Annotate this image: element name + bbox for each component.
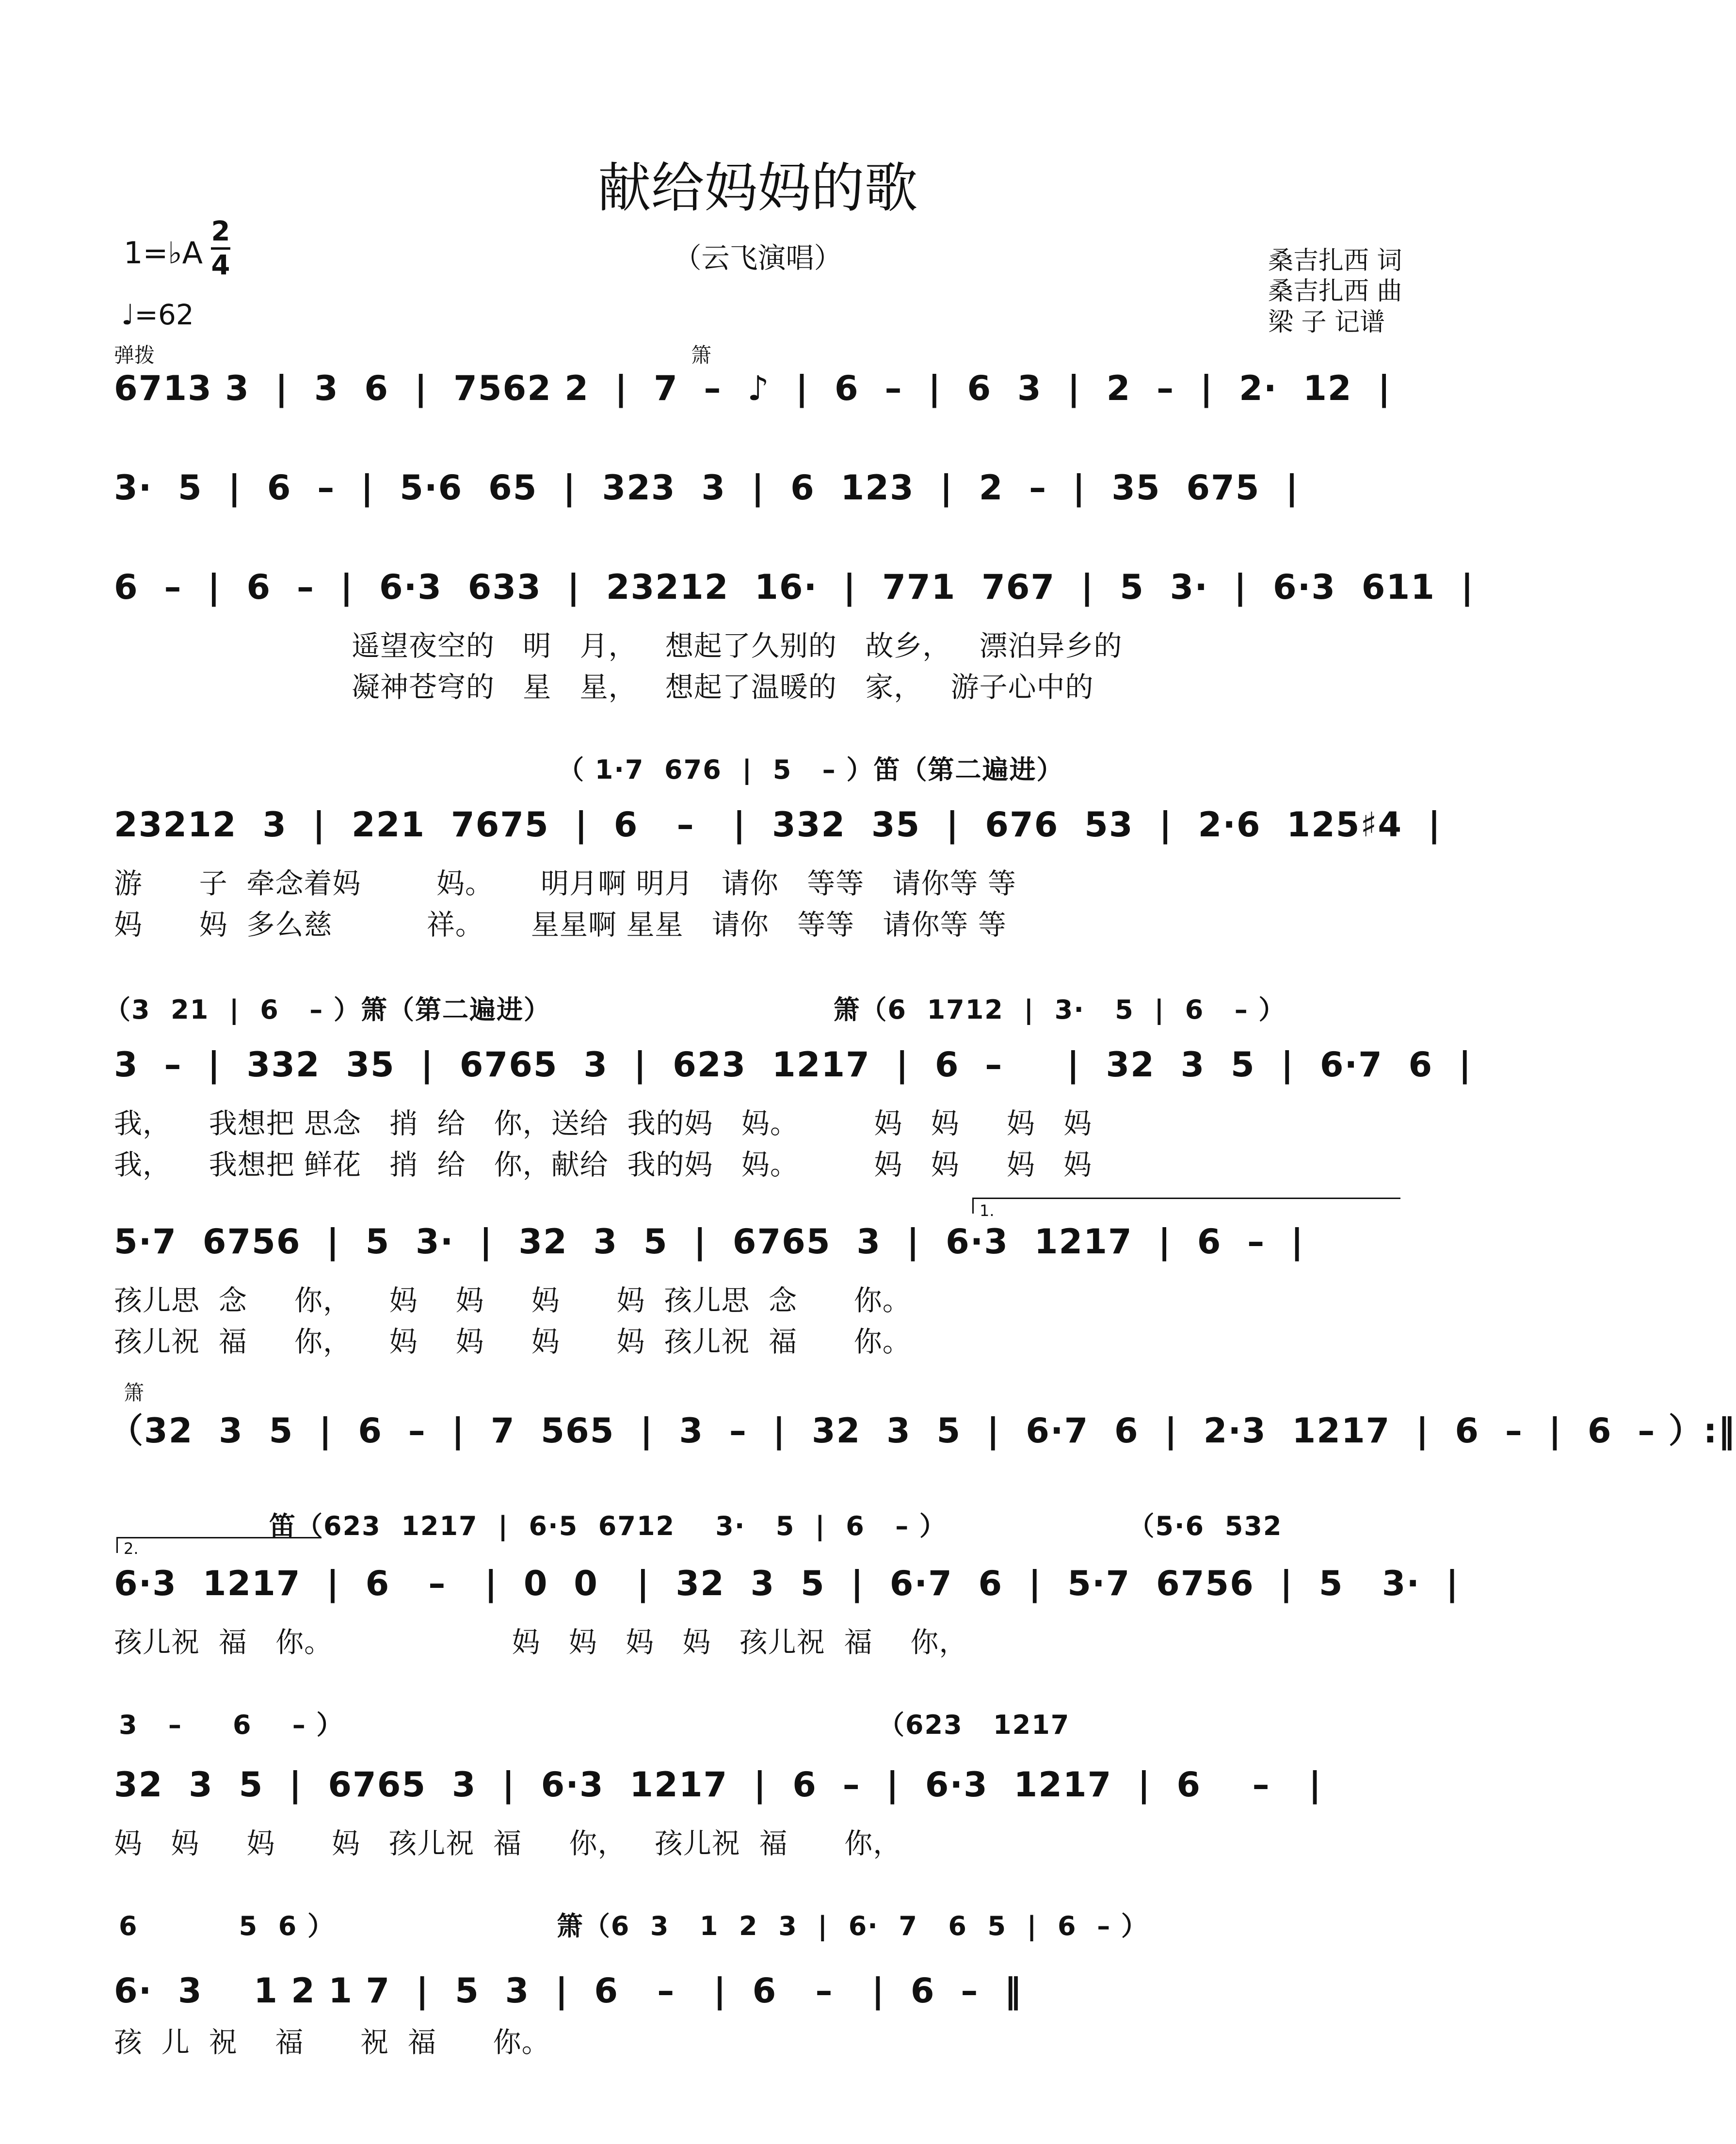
score-line-10: 6· 3 1 2 1 7 | 5 3 | 6 – | 6 – | 6 – ‖ <box>114 1971 1023 2011</box>
time-signature-bottom: 4 <box>211 250 230 281</box>
key-signature: 1=♭A <box>124 235 203 271</box>
score-line-1: 6713 3 | 3 6 | 7562 2 | 7 – ♪ | 6 – | 6 3 | 2 – | 2· 12 | <box>114 368 1391 408</box>
xiao-label: 箫 <box>691 343 712 367</box>
time-signature-top: 2 <box>211 216 230 247</box>
intro-line-9: 3 – 6 – ） （623 1217 <box>119 1710 1070 1740</box>
lyrics-line-4-verse-2: 妈 妈 多么慈 祥。 星星啊 星星 请你 等等 请你等 等 <box>114 908 1007 941</box>
composer-credit: 桑吉扎西 曲 <box>1268 277 1402 306</box>
lyrics-line-5-verse-2: 我， 我想把 鲜花 捎 给 你，献给 我的妈 妈。 妈 妈 妈 妈 <box>114 1148 1093 1181</box>
score-line-8: 6·3 1217 | 6 – | 0 0 | 32 3 5 | 6·7 6 | 5·7 6756 | 5 3· | <box>114 1564 1460 1603</box>
lyrics-line-8: 孩儿祝 福 你。 妈 妈 妈 妈 孩儿祝 福 你， <box>114 1626 968 1659</box>
lyricist-credit: 桑吉扎西 词 <box>1268 246 1402 275</box>
lyrics-line-3-verse-1: 遥望夜空的 明 月， 想起了久别的 故乡， 漂泊异乡的 <box>352 629 1123 662</box>
score-line-3: 6 – | 6 – | 6·3 633 | 23212 16· | 771 767 | 5 3· | 6·3 611 | <box>114 567 1475 607</box>
score-line-7: （32 3 5 | 6 – | 7 565 | 3 – | 32 3 5 | 6·7 6 | 2·3 1217 | 6 – | 6 – ）:‖ <box>109 1411 1736 1451</box>
score-line-9: 32 3 5 | 6765 3 | 6·3 1217 | 6 – | 6·3 1217 | 6 – | <box>114 1765 1322 1805</box>
score-line-4: 23212 3 | 221 7675 | 6 – | 332 35 | 676 53 | 2·6 125♯4 | <box>114 805 1442 845</box>
lyrics-line-3-verse-2: 凝神苍穹的 星 星， 想起了温暖的 家， 游子心中的 <box>352 671 1094 704</box>
lyrics-line-10: 孩 儿 祝 福 祝 福 你。 <box>114 2026 550 2059</box>
lyrics-line-9: 妈 妈 妈 妈 孩儿祝 福 你， 孩儿祝 福 你， <box>114 1827 902 1860</box>
intro-line-10: 6 5 6 ） 箫（6 3 1 2 3 | 6· 7 6 5 | 6 – ） <box>119 1911 1148 1941</box>
second-ending-label: 2. <box>124 1539 139 1558</box>
tempo-marking: ♩=62 <box>121 298 194 331</box>
lyrics-line-4-verse-1: 游 子 牵念着妈 妈。 明月啊 明月 请你 等等 请你等 等 <box>114 867 1016 900</box>
intro-line-5: （3 21 | 6 – ）箫（第二遍进） 箫（6 1712 | 3· 5 | 6 – ） <box>104 994 1286 1025</box>
notation-credit: 梁 子 记谱 <box>1268 308 1385 337</box>
tanbo-label: 弹拨 <box>114 343 155 367</box>
intro-line-4: （ 1·7 676 | 5 – ）笛（第二遍进） <box>558 754 1064 785</box>
lyrics-line-6-verse-2: 孩儿祝 福 你， 妈 妈 妈 妈 孩儿祝 福 你。 <box>114 1325 911 1358</box>
lyrics-line-5-verse-1: 我， 我想把 思念 捎 给 你，送给 我的妈 妈。 妈 妈 妈 妈 <box>114 1107 1093 1140</box>
xiao-label-2: 箫 <box>124 1381 145 1405</box>
lyrics-line-6-verse-1: 孩儿思 念 你， 妈 妈 妈 妈 孩儿思 念 你。 <box>114 1284 911 1317</box>
page-title: 献给妈妈的歌 <box>597 157 918 219</box>
performer-note: （云飞演唱） <box>673 241 842 274</box>
intro-line-8: 笛（623 1217 | 6·5 6712 3· 5 | 6 – ） （5·6 532 <box>269 1511 1283 1541</box>
score-line-2: 3· 5 | 6 – | 5·6 65 | 323 3 | 6 123 | 2 – | 35 675 | <box>114 468 1299 508</box>
score-line-5: 3 – | 332 35 | 6765 3 | 623 1217 | 6 – | 32 3 5 | 6·7 6 | <box>114 1045 1472 1085</box>
score-line-6: 5·7 6756 | 5 3· | 32 3 5 | 6765 3 | 6·3 1217 | 6 – | <box>114 1222 1304 1262</box>
first-ending-label: 1. <box>980 1201 995 1220</box>
